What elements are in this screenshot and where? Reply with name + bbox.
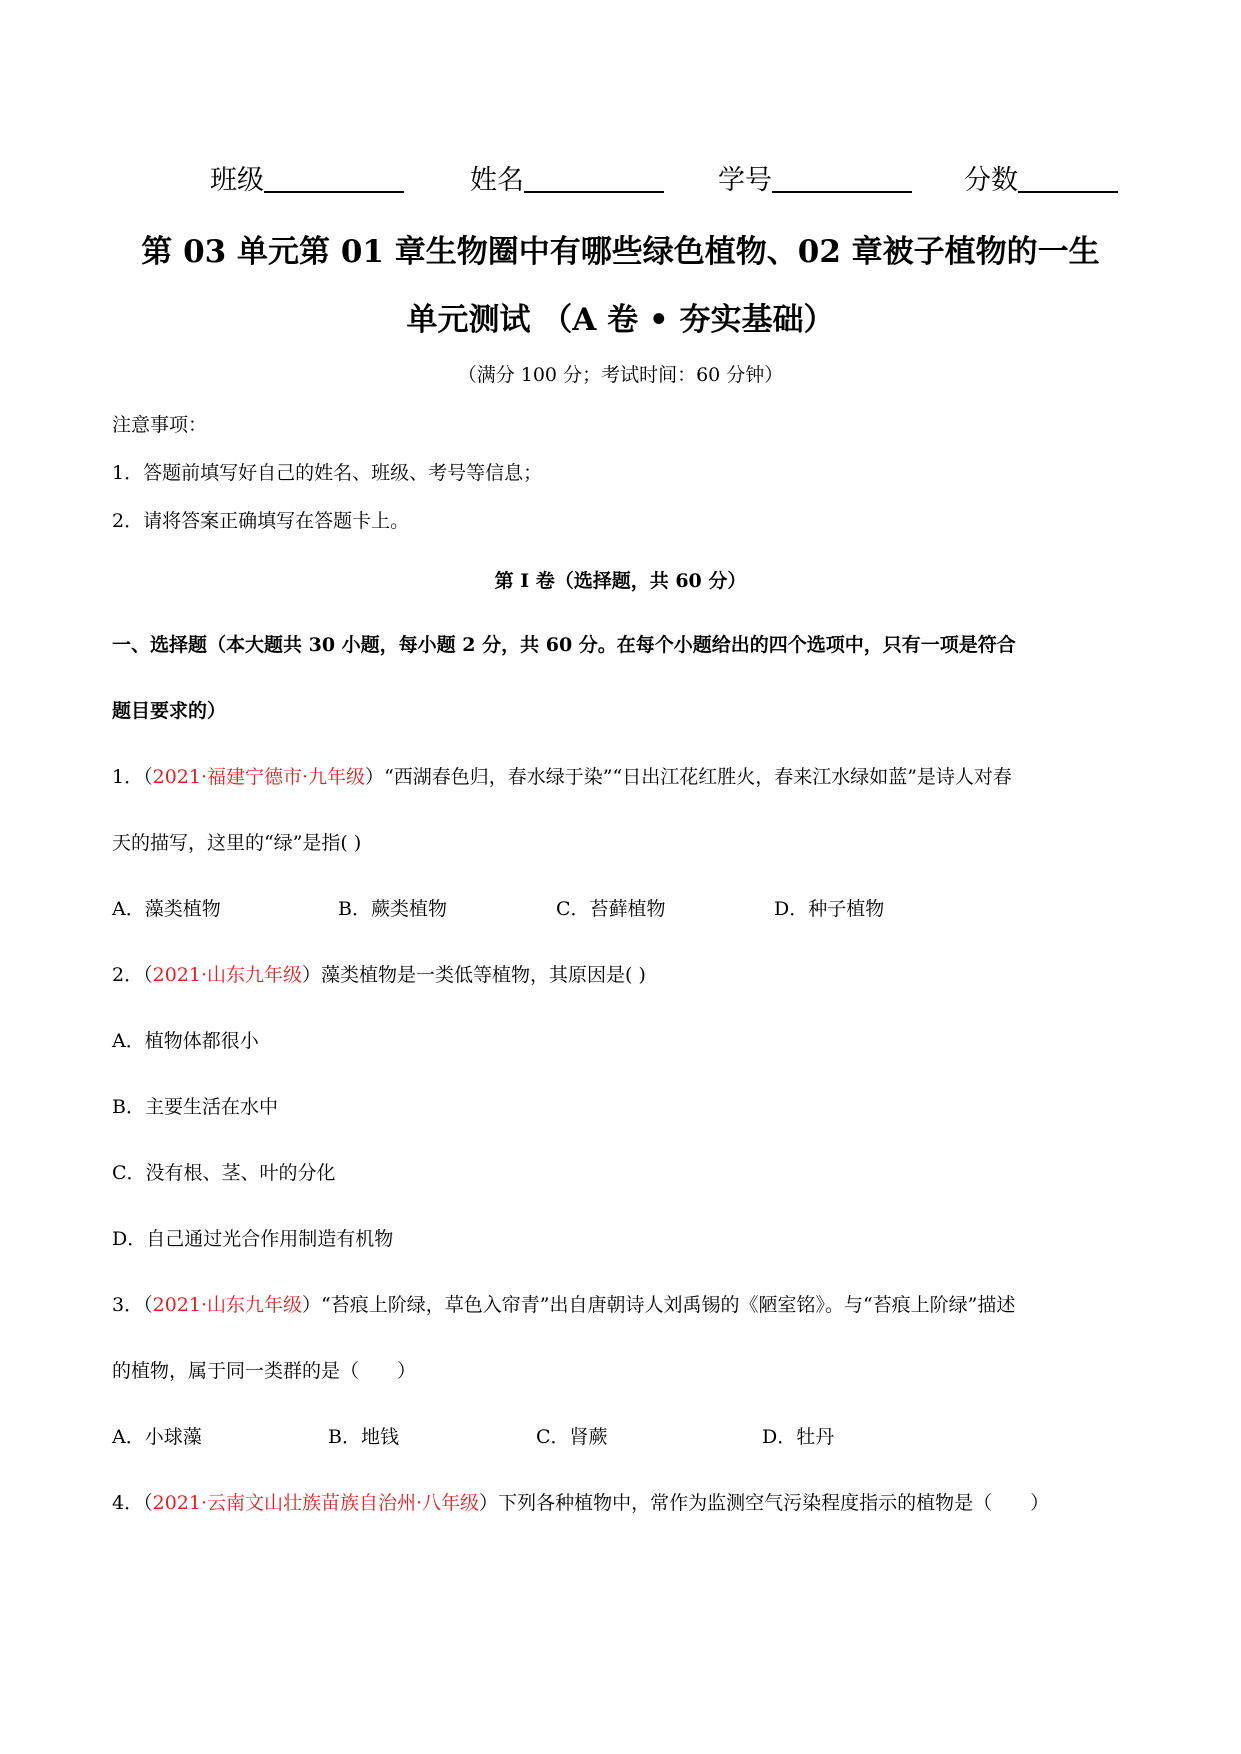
question-3-text: “苔痕上阶绿，草色入帘青”出自唐朝诗人刘禹锡的《陋室铭》。与“苔痕上阶绿”描述 xyxy=(321,1294,1016,1316)
question-1-option-a[interactable]: A．藻类植物 xyxy=(112,898,221,920)
number-blank[interactable] xyxy=(772,165,912,193)
class-blank[interactable] xyxy=(264,165,404,193)
name-field xyxy=(470,158,664,197)
score-field xyxy=(964,158,1118,197)
question-2-source: 2021·山东九年级 xyxy=(152,964,303,986)
section-instructions-line1: 一、选择题（本大题共 30 小题，每小题 2 分，共 60 分。在每个小题给出的四个选项中，只有一项是符合 xyxy=(112,634,1016,656)
question-1-option-d[interactable]: D．种子植物 xyxy=(774,898,885,920)
question-2-number: 2． xyxy=(112,964,144,986)
question-2-option-d[interactable]: D．自己通过光合作用制造有机物 xyxy=(112,1228,394,1250)
question-3-option-c[interactable]: C．肾蕨 xyxy=(536,1426,608,1448)
question-1-option-c[interactable]: C．苔藓植物 xyxy=(556,898,666,920)
question-4-text: 下列各种植物中，常作为监测空气污染程度指示的植物是（ ） xyxy=(498,1492,1050,1514)
question-2-option-a[interactable]: A．植物体都很小 xyxy=(112,1030,259,1052)
class-field xyxy=(210,158,404,197)
title-line2: 单元测试 （A 卷 • 夯实基础） xyxy=(406,302,835,338)
question-2-option-c[interactable]: C．没有根、茎、叶的分化 xyxy=(112,1162,336,1184)
title-line1: 第 03 单元第 01 章生物圈中有哪些绿色植物、02 章被子植物的一生 xyxy=(141,234,1100,270)
name-blank[interactable] xyxy=(524,165,664,193)
question-1-source: 2021·福建宁德市·九年级 xyxy=(152,766,366,788)
notes-item-2: 2．请将答案正确填写在答题卡上。 xyxy=(112,510,410,532)
question-2-line1: 2．（2021·山东九年级）藻类植物是一类低等植物，其原因是( ) xyxy=(112,964,646,986)
question-3-source: 2021·山东九年级 xyxy=(152,1294,303,1316)
question-4-line1: 4．（2021·云南文山壮族苗族自治州·八年级）下列各种植物中，常作为监测空气污染程度指示的植物是（ ） xyxy=(112,1492,1050,1514)
question-1-text: “西湖春色归，春水绿于染”“日出江花红胜火，春来江水绿如蓝”是诗人对春 xyxy=(384,766,1012,788)
class-label: 班级 xyxy=(210,165,264,196)
question-3-line1: 3．（2021·山东九年级）“苔痕上阶绿，草色入帘青”出自唐朝诗人刘禹锡的《陋室铭》。与“苔痕上阶绿”描述 xyxy=(112,1294,1016,1316)
section-instructions-line2: 题目要求的） xyxy=(112,700,227,722)
question-1-number: 1． xyxy=(112,766,144,788)
question-3-option-b[interactable]: B．地钱 xyxy=(328,1426,399,1448)
number-label: 学号 xyxy=(718,165,772,196)
question-3-option-a[interactable]: A．小球藻 xyxy=(112,1426,202,1448)
subtitle: （满分 100 分；考试时间：60 分钟） xyxy=(457,364,784,386)
question-2-option-b[interactable]: B．主要生活在水中 xyxy=(112,1096,278,1118)
question-3-option-d[interactable]: D．牡丹 xyxy=(762,1426,835,1448)
question-2-text: 藻类植物是一类低等植物，其原因是( ) xyxy=(321,964,646,986)
name-label: 姓名 xyxy=(470,165,524,196)
question-3-number: 3． xyxy=(112,1294,144,1316)
section-title: 第 I 卷（选择题，共 60 分） xyxy=(494,570,747,592)
number-field xyxy=(718,158,912,197)
question-4-source: 2021·云南文山壮族苗族自治州·八年级 xyxy=(152,1492,480,1514)
question-1-option-b[interactable]: B．蕨类植物 xyxy=(338,898,447,920)
question-4-number: 4． xyxy=(112,1492,144,1514)
score-label: 分数 xyxy=(964,165,1018,196)
question-3-line2: 的植物，属于同一类群的是（ ） xyxy=(112,1360,417,1382)
notes-heading: 注意事项： xyxy=(112,414,208,436)
score-blank[interactable] xyxy=(1018,165,1118,193)
question-1-line2: 天的描写，这里的“绿”是指( ) xyxy=(112,832,362,854)
notes-item-1: 1．答题前填写好自己的姓名、班级、考号等信息； xyxy=(112,462,543,484)
question-1-line1: 1．（2021·福建宁德市·九年级）“西湖春色归，春水绿于染”“日出江花红胜火，春来江水绿如蓝”是诗人对春 xyxy=(112,766,1012,788)
